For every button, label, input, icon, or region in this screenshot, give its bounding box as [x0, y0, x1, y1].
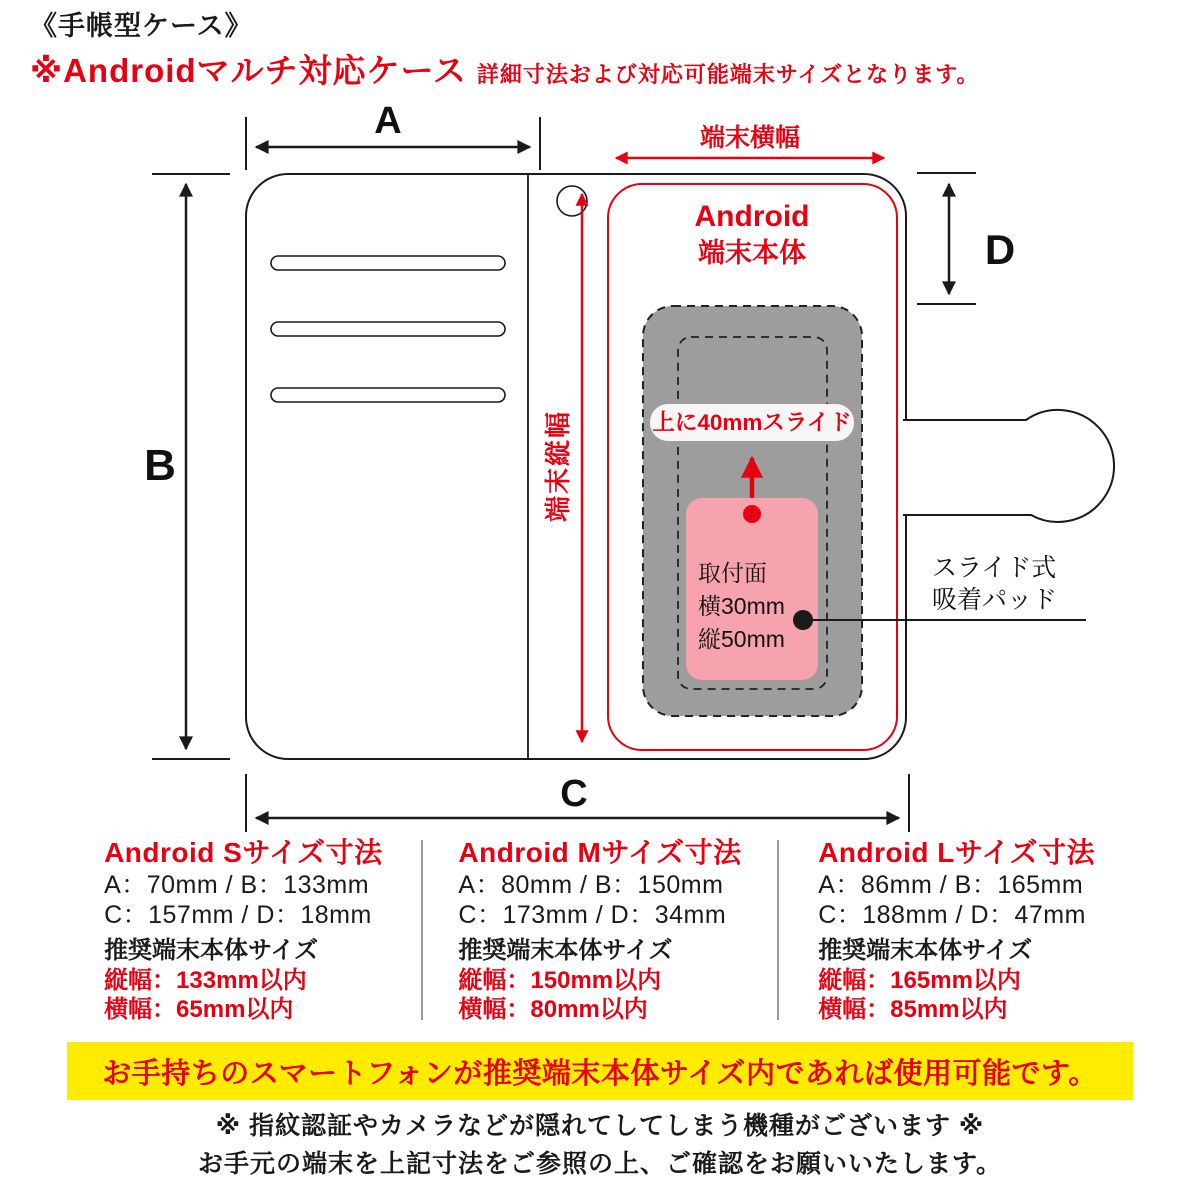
dimension-d	[917, 173, 1015, 304]
slide-pad-caption-1: スライド式	[932, 554, 1057, 582]
dim-b-label: B	[144, 441, 176, 490]
spec-width-limit: 横幅：80mm以内	[458, 996, 648, 1023]
spec-width-limit: 横幅：85mm以内	[818, 996, 1008, 1023]
spec-title: Android Mサイズ寸法	[458, 837, 742, 868]
pad-face-label-1: 取付面	[698, 560, 767, 586]
spec-height-limit: 縦幅：165mm以内	[818, 967, 1021, 994]
android-body-label-1: Android	[694, 200, 810, 233]
device-width-dimension	[616, 124, 884, 158]
pad-mount-face	[686, 498, 818, 680]
size-spec-columns	[0, 836, 1200, 1024]
spec-dims-ab: A：70mm / B：133mm	[104, 871, 370, 899]
slide-arrow-origin-dot	[743, 505, 761, 523]
spec-dims-cd: C：157mm / D：18mm	[104, 901, 372, 929]
page-subtitle: 詳細寸法および対応可能端末サイズとなります。	[476, 61, 980, 87]
spec-recommended-label: 推奨端末本体サイズ	[818, 937, 1033, 964]
spec-title: Android Sサイズ寸法	[104, 837, 383, 868]
card-slot	[271, 322, 505, 336]
spec-dims-ab: A：80mm / B：150mm	[458, 871, 724, 899]
case-type-heading: 《手帳型ケース》	[30, 11, 253, 41]
spec-title: Android Lサイズ寸法	[818, 837, 1096, 868]
spec-column-l	[779, 836, 1134, 1024]
dim-a-label: A	[374, 100, 402, 142]
case-strap-tab	[903, 410, 1114, 522]
pad-face-label-2: 横30mm	[698, 593, 785, 619]
card-slot	[271, 388, 505, 402]
device-height-label: 端末縦幅	[543, 409, 573, 523]
page-title: ※Androidマルチ対応ケース	[30, 51, 467, 89]
dim-d-label: D	[984, 226, 1016, 273]
header	[30, 10, 979, 91]
spec-dims-ab: A：86mm / B：165mm	[818, 871, 1084, 899]
spec-recommended-label: 推奨端末本体サイズ	[104, 937, 319, 964]
usage-note-text: お手持ちのスマートフォンが推奨端末本体サイズ内であれば使用可能です。	[102, 1057, 1098, 1090]
spec-height-limit: 縦幅：150mm以内	[458, 967, 662, 994]
spec-column-m	[423, 836, 778, 1024]
spec-dims-cd: C：188mm / D：47mm	[818, 901, 1086, 929]
dim-c-label: C	[560, 773, 588, 815]
pad-face-label-3: 縦50mm	[698, 626, 785, 652]
slide-pad-caption-2: 吸着パッド	[932, 586, 1058, 614]
dimension-a	[246, 100, 540, 170]
dimension-b	[144, 174, 230, 759]
spec-dims-cd: C：173mm / D：34mm	[458, 901, 727, 929]
footnote-line-1: ※ 指紋認証やカメラなどが隠れてしてしまう機種がございます ※	[215, 1112, 985, 1140]
spec-width-limit: 横幅：65mm以内	[104, 996, 294, 1023]
footnote-line-2: お手元の端末を上記寸法をご参照の上、ご確認をお願いいたします。	[197, 1150, 1002, 1178]
slide-pad-caption	[932, 554, 1057, 614]
spec-column-s	[66, 836, 421, 1024]
footnotes	[0, 1110, 1200, 1181]
device-width-label: 端末横幅	[699, 124, 801, 152]
spec-height-limit: 縦幅：133mm以内	[104, 967, 307, 994]
card-slot	[271, 256, 505, 270]
spec-recommended-label: 推奨端末本体サイズ	[458, 937, 673, 964]
dimension-c	[246, 773, 909, 832]
android-body-label-2: 端末本体	[698, 238, 806, 268]
usage-note-banner	[67, 1042, 1133, 1100]
slide-note-label: 上に40mmスライド	[652, 410, 852, 435]
